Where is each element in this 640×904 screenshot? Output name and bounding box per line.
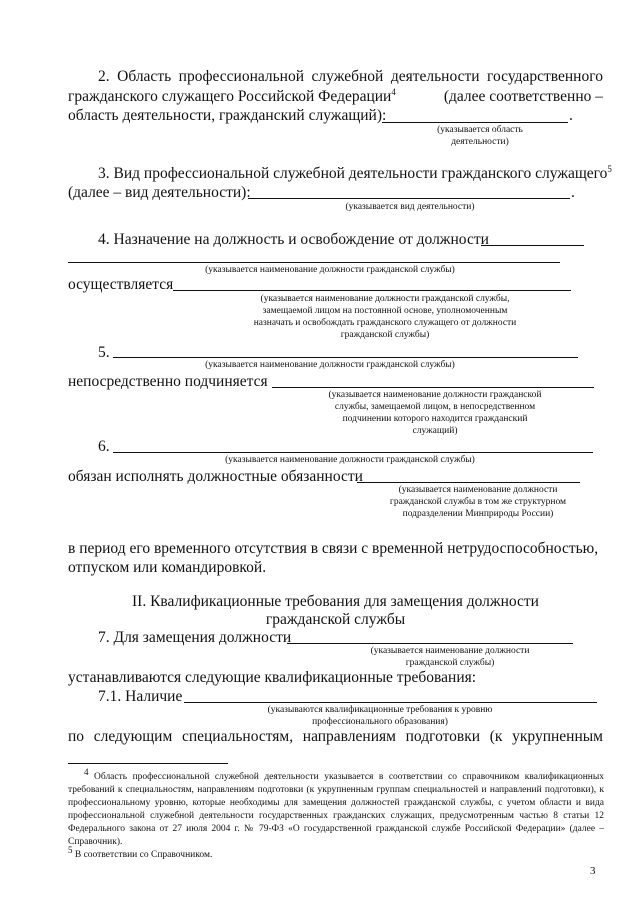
- section3-line2: (далее – вид деятельности):: [68, 184, 251, 201]
- word: государственного: [487, 68, 603, 85]
- section5-caption1: (указывается наименование должности гражданской службы): [205, 360, 455, 370]
- section6-caption2-1: (указывается наименование должности: [398, 485, 558, 495]
- footnote-4: [68, 766, 605, 849]
- word: укрупненным: [512, 728, 603, 745]
- section7-blank-line[interactable]: [287, 643, 573, 644]
- section2-line1: [98, 68, 603, 86]
- word: следующим: [93, 728, 173, 745]
- section6-caption1: (указывается наименование должности гражданской службы): [225, 455, 475, 465]
- section2-line2-text: гражданского служащего Российской Федерации: [68, 88, 392, 105]
- footnote-5-text: В соответствии со Справочником.: [74, 850, 213, 860]
- word: (к: [489, 728, 503, 745]
- word: по: [68, 728, 85, 745]
- section2-line3: область деятельности, гражданский служащий):: [68, 107, 387, 124]
- section6-cont2: отпуском или командировкой.: [68, 559, 267, 576]
- section5-caption2-4: служащий): [412, 426, 458, 436]
- section71-label: 7.1. Наличие: [98, 688, 183, 705]
- footnote-ref-5[interactable]: 5: [607, 163, 612, 174]
- section2-line2-rest: (далее соответственно –: [443, 88, 603, 105]
- section4-line1: 4. Назначение на должность и освобождение от должности: [98, 231, 489, 248]
- section5-caption2-3: подчинении которого находится гражданский: [342, 414, 528, 424]
- word: направлениям: [302, 728, 396, 745]
- section2-line3-end: .: [569, 107, 573, 124]
- word: специальностям,: [181, 728, 294, 745]
- section2-blank-line[interactable]: [382, 122, 568, 123]
- section4-caption2-3: назначать и освобождать гражданского служащего от должности: [253, 318, 517, 328]
- section5-caption2-2: службы, замещаемой лицом, в непосредственном: [334, 402, 536, 412]
- section4-blank-line2[interactable]: [68, 262, 560, 263]
- page-number: 3: [590, 865, 596, 877]
- footnote-5-number: 5: [68, 844, 73, 855]
- section7-line2: устанавливаются следующие квалификационные требования:: [68, 669, 477, 686]
- section71-blank-line[interactable]: [184, 702, 597, 703]
- section6-label2: обязан исполнять должностные обязанности: [68, 468, 363, 485]
- section2-caption2: деятельности): [451, 137, 509, 147]
- section3-line1: [98, 165, 612, 183]
- section3-caption: (указывается вид деятельности): [345, 202, 475, 212]
- word: деятельности: [390, 68, 480, 85]
- section7-caption2: гражданской службы): [405, 658, 495, 668]
- footnote-ref-4[interactable]: 4: [391, 86, 396, 97]
- section6-blank-line1[interactable]: [113, 452, 593, 453]
- section6-number: 6.: [98, 438, 110, 455]
- footnote-separator: [68, 763, 228, 764]
- word: профессиональной: [178, 68, 305, 85]
- section3-blank-line[interactable]: [248, 198, 570, 199]
- section3-line1-text: 3. Вид профессиональной служебной деятельности гражданского служащего: [98, 165, 608, 182]
- section2-line2: [68, 88, 603, 106]
- section6-caption2-2: гражданской службы в том же структурном: [389, 497, 567, 507]
- section5-label2: непосредственно подчиняется: [68, 373, 268, 390]
- word: служебной: [311, 68, 384, 85]
- chapter2-title-line2: гражданской службы: [265, 611, 406, 628]
- section5-blank-line1[interactable]: [113, 357, 578, 358]
- section4-blank-line1[interactable]: [481, 245, 584, 246]
- section7-caption1: (указывается наименование должности: [370, 646, 530, 656]
- footnote-4-number: 4: [84, 766, 89, 777]
- section7-line1: 7. Для замещения должности: [98, 629, 292, 646]
- section71-caption2: профессионального образования): [312, 717, 448, 727]
- section71-caption1: (указываются квалификационные требования к уровню: [267, 705, 493, 715]
- section4-caption2-1: (указывается наименование должности гражданской службы,: [260, 294, 510, 304]
- section6-caption2-3: подразделении Минприроды России): [402, 509, 554, 519]
- section5-caption2-1: (указывается наименование должности гражданской: [328, 390, 542, 400]
- footnote-5: [68, 844, 604, 862]
- section4-label2: осуществляется: [68, 276, 174, 293]
- chapter2-title-line1: II. Квалификационные требования для замещения должности: [132, 593, 539, 610]
- word: подготовки: [405, 728, 481, 745]
- section4-blank-line3[interactable]: [173, 290, 571, 291]
- section4-caption1: (указывается наименование должности гражданской службы): [205, 265, 455, 275]
- section6-cont1: в период его временного отсутствия в связи с временной нетрудоспособностью,: [68, 540, 599, 557]
- section3-line2-end: .: [571, 184, 575, 201]
- section71-line2: [68, 728, 603, 746]
- section4-caption2-2: замещаемой лицом на постоянной основе, уполномоченным: [262, 306, 508, 316]
- word: 2.: [98, 68, 110, 85]
- word: Область: [117, 68, 172, 85]
- section6-blank-line2[interactable]: [357, 482, 580, 483]
- section5-blank-line2[interactable]: [272, 387, 594, 388]
- footnote-4-text: Область профессиональной служебной деятельности указывается в соответствии со справочником квалификационных требований к специальностям, направлениям подготовки (к укрупненным группам специальностей и направлений подготовки), к профессиональному уровню, которые необходимы для замещения должностей гражданской службы, с учетом области и вида профессиональной служебной деятельности государственных гражданских служащих, предусмотренным частью 8 статьи 12 Федерального закона от 27 июля 2004 г. № 79-ФЗ «О государственной гражданской службе Российской Федерации» (далее – Справочник).: [68, 772, 605, 847]
- section2-caption1: (указывается область: [437, 125, 523, 135]
- section5-number: 5.: [98, 344, 110, 361]
- section4-caption2-4: гражданской службы): [340, 330, 430, 340]
